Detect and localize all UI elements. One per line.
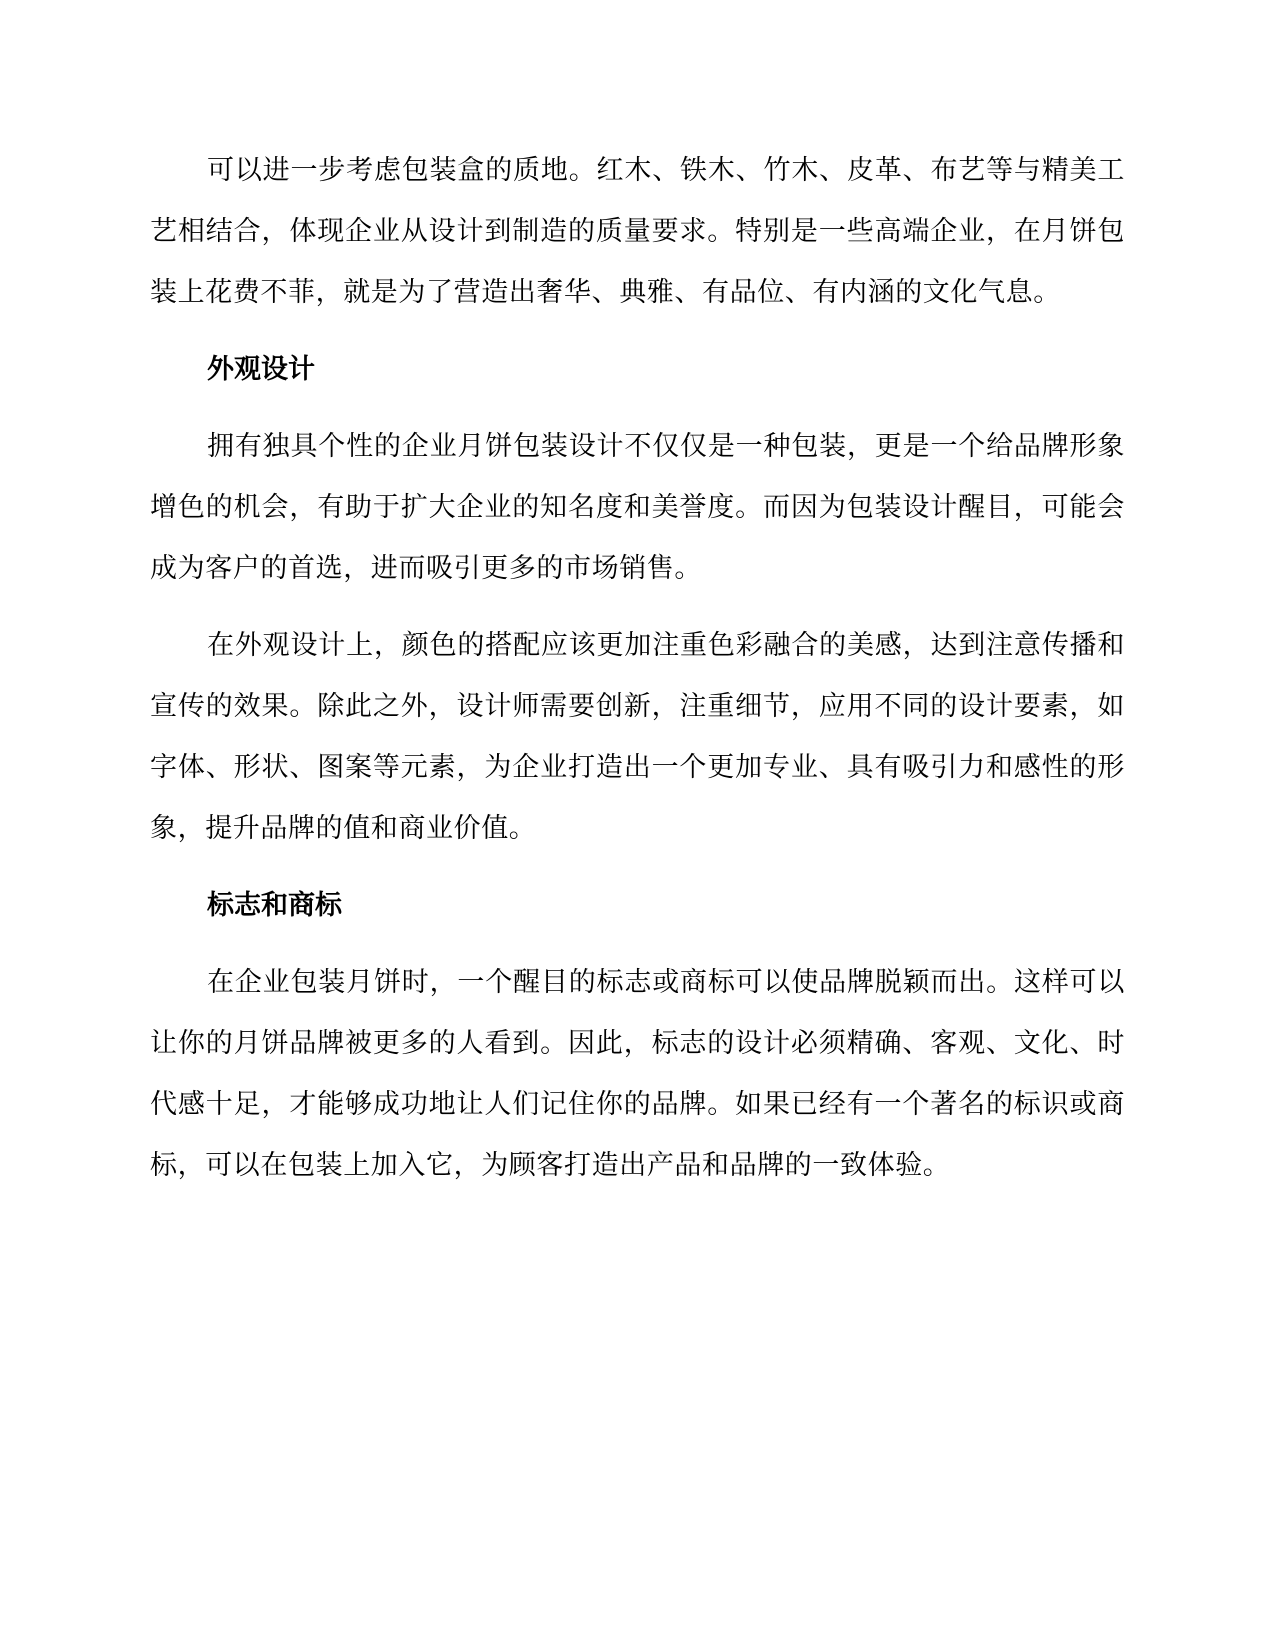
paragraph-logo-1: 在企业包装月饼时，一个醒目的标志或商标可以使品牌脱颖而出。这样可以让你的月饼品牌被更多的人看到。因此，标志的设计必须精确、客观、文化、时代感十足，才能够成功地让人们记住你的品牌。如果已经有一个著名的标识或商标，可以在包装上加入它，为顾客打造出产品和品牌的一致体验。 [150, 967, 1125, 1181]
paragraph-packaging-material: 可以进一步考虑包装盒的质地。红木、铁木、竹木、皮革、布艺等与精美工艺相结合，体现企业从设计到制造的质量要求。特别是一些高端企业，在月饼包装上花费不菲，就是为了营造出奢华、典雅、有品位、有内涵的文化气息。 [150, 155, 1125, 308]
document-page [150, 140, 1125, 1196]
paragraph-appearance-1: 拥有独具个性的企业月饼包装设计不仅仅是一种包装，更是一个给品牌形象增色的机会，有助于扩大企业的知名度和美誉度。而因为包装设计醒目，可能会成为客户的首选，进而吸引更多的市场销售。 [150, 431, 1125, 584]
paragraph-appearance-2: 在外观设计上，颜色的搭配应该更加注重色彩融合的美感，达到注意传播和宣传的效果。除此之外，设计师需要创新，注重细节，应用不同的设计要素，如字体、形状、图案等元素，为企业打造出一个更加专业、具有吸引力和感性的形象，提升品牌的值和商业价值。 [150, 630, 1125, 844]
heading-appearance-design: 外观设计 [207, 354, 315, 385]
heading-logo-trademark: 标志和商标 [207, 890, 342, 921]
